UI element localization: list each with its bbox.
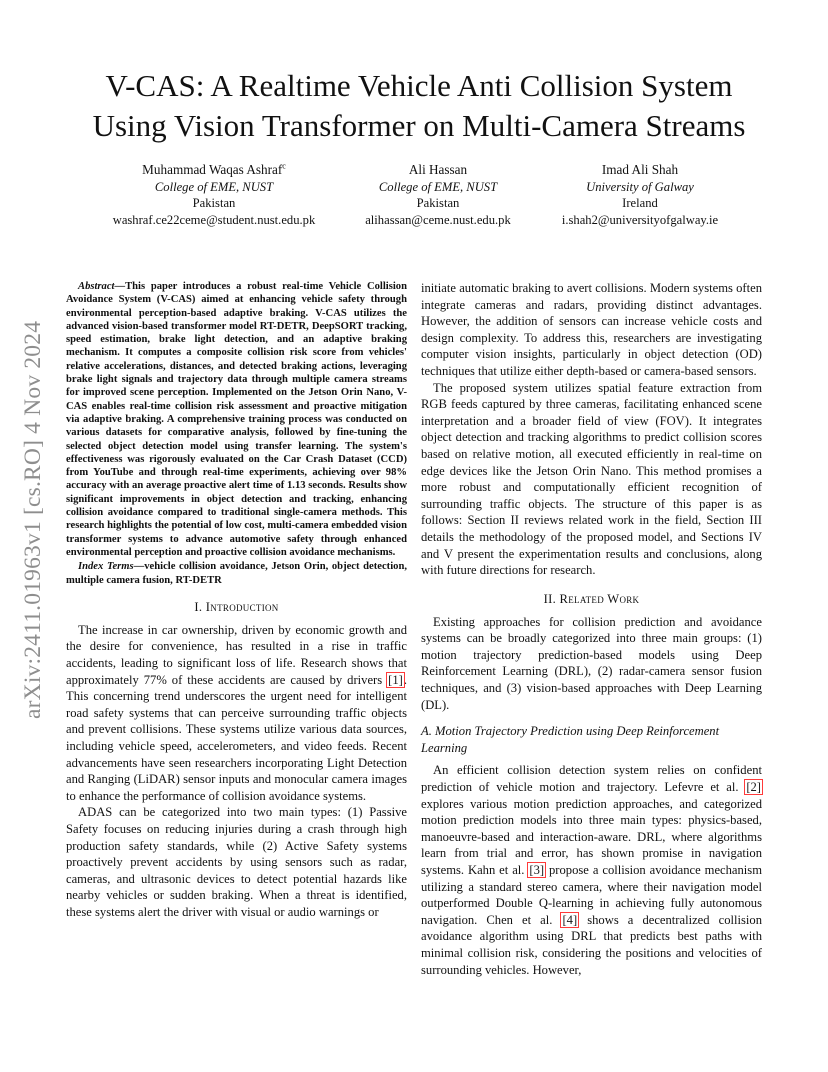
author-name: Muhammad Waqas Ashraf$^c$ — [142, 161, 286, 177]
author-name: Ali Hassan — [408, 162, 468, 177]
left-column — [66, 280, 407, 921]
abstract — [66, 280, 407, 559]
abstract-text: —This paper introduces a robust real-time Vehicle Collision Avoidance System (V-CAS) aimed at enhancing vehicle safety through environmental perception-based adaptive braking. V-CAS utilizes the advanced vision-based transformer model RT-DETR, DeepSORT tracking, speed estimation, brake light detection, and an adaptive braking mechanism. It computes a composite collision risk score from vehicles' relative accelerations, distances, and detected braking actions, leveraging brake light signals and trajectory data through multiple camera streams for improved scene perception. Implemented on the Jetson Orin Nano, V-CAS enables real-time collision risk assessment and proactive mitigation via adaptive braking. A comprehensive training process was conducted on various datasets for comparative analysis, followed by fine-tuning the selected object detection model using transfer learning. The system's effectiveness was rigorously evaluated on the Car Crash Dataset (CCD) from YouTube and through real-time experiments, achieving over 98% accuracy with an average proactive alert time of 1.13 seconds. Results show significant improvements in object detection and tracking, enhancing collision avoidance compared to traditional single-camera methods. This research highlights the potential of low cost, multi-camera embedded vision transformer systems to advance automotive safety through enhanced environmental perception and proactive collision avoidance mechanisms. — [66, 281, 407, 558]
author-3 — [550, 162, 730, 228]
title-line-2: Using Vision Transformer on Multi-Camera Streams — [92, 108, 746, 143]
intro-paragraph-1: The increase in car ownership, driven by economic growth and the desire for convenience, has resulted in a rise in traffic accidents, leading to significant loss of life. Research shows that approximately 77% of these accidents are caused by drivers [1]. This concerning trend underscores the urgent need for intelligent road safety systems that can perceive surrounding traffic objects and prevent collisions. These systems utilize various data sources, including vehicle speed, accelerometers, and video feeds. Recent advancements have seen researchers incorporating Light Detection and Ranging (LiDAR) sensor inputs and monocular camera images to enhance the performance of collision avoidance systems. — [66, 622, 407, 803]
author-2 — [358, 162, 518, 228]
section-heading-introduction: I. Introduction — [194, 599, 279, 614]
author-country: Ireland — [622, 196, 658, 210]
author-affiliation: College of EME, NUST — [378, 179, 498, 194]
intro-paragraph-3: initiate automatic braking to avert collisions. Modern systems often integrate cameras and radars, providing distinct advantages. However, the addition of sensors can increase vehicle costs and design complexity. To address this, researchers are investigating computer vision insights, particularly in object detection (OD) techniques that utilize either depth-based or camera-based sensors. — [421, 281, 762, 378]
author-superscript: c — [282, 161, 286, 171]
citation-link-4[interactable]: [4] — [562, 912, 578, 927]
author-email[interactable]: i.shah2@universityofgalway.ie — [561, 212, 719, 227]
index-terms-text: —vehicle collision avoidance, Jetson Orin, object detection, multiple camera fusion, RT-DETR — [66, 561, 407, 586]
intro-paragraph-2: ADAS can be categorized into two main types: (1) Passive Safety focuses on reducing injuries during a crash through high production safety standards, while (2) Active Safety systems proactively prevent accidents by using sensors such as radar, cameras, and ultrasonic devices to detect potential hazards like nearby vehicles or sudden braking. When a threat is identified, these systems alert the driver with visual or audio warnings or — [66, 805, 407, 919]
author-affiliation: College of EME, NUST — [154, 179, 274, 194]
author-country: Pakistan — [416, 196, 460, 210]
citation-link-1[interactable]: [1] — [388, 672, 403, 687]
author-affiliation: University of Galway — [586, 179, 694, 194]
related-paragraph-1: Existing approaches for collision prediction and avoidance systems can be broadly categorized into three main groups: (1) motion trajectory prediction-based models using Deep Reinforcement Learning (DRL), (2) radar-camera sensor fusion techniques, and (3) vision-based approaches with Deep Learning (DL). — [421, 614, 762, 712]
section-heading-related-work: II. Related Work — [543, 591, 640, 606]
abstract-label: Abstract — [78, 281, 115, 292]
author-country: Pakistan — [192, 196, 236, 210]
citation-link-2[interactable]: [2] — [746, 780, 761, 795]
author-email[interactable]: alihassan@ceme.nust.edu.pk — [365, 212, 511, 227]
motion-paragraph: An efficient collision detection system relies on confident prediction of vehicle motion and trajectory. Lefevre et al. [2] explores various motion prediction approaches, and categorized motion prediction models into three main types: physics-based, manoeuvre-based and interaction-aware. DRL, where algorithms learn from trial and error, has shown promise in navigation systems. Kahn et al. [3] propose a collision avoidance mechanism utilizing a standard stereo camera, where their navigation model outperformed Double Q-learning in achieving fully autonomous navigation. Chen et al. [4] shows a decentralized collision avoidance algorithm using DRL that predicts best paths with minimal collision risk, considering the positions and velocities of surrounding vehicles. However, — [421, 763, 763, 977]
title-line-1: V-CAS: A Realtime Vehicle Anti Collision System — [105, 68, 733, 103]
paper-title — [60, 66, 778, 146]
index-terms — [66, 560, 407, 587]
subsection-heading-a: A. Motion Trajectory Prediction using Deep Reinforcement Learning — [421, 724, 720, 755]
intro-paragraph-4: The proposed system utilizes spatial feature extraction from RGB feeds captured by three cameras, facilitating enhanced scene interpretation and a broader field of view (FOV). It integrates object detection and tracking algorithms to predict collision scores based on relative motion, all executed efficiently in real-time on edge devices like the Jetson Orin Nano. This method promises a more robust and computationally efficient recognition of surrounding traffic objects. The structure of this paper is as follows: Section II reviews related work in the field, Section III details the methodology of the proposed model, and Sections IV and V present the experimentation results and conclusions, along with future directions for research. — [421, 380, 762, 578]
author-1 — [104, 162, 324, 228]
citation-link-3[interactable]: [3] — [529, 863, 545, 877]
right-column — [421, 280, 762, 978]
author-name: Imad Ali Shah — [601, 162, 679, 177]
index-terms-label: Index Terms — [78, 561, 134, 573]
author-email[interactable]: washraf.ce22ceme@student.nust.edu.pk — [112, 212, 316, 227]
arxiv-stamp: arXiv:2411.01963v1 [cs.RO] 4 Nov 2024 — [20, 320, 46, 720]
